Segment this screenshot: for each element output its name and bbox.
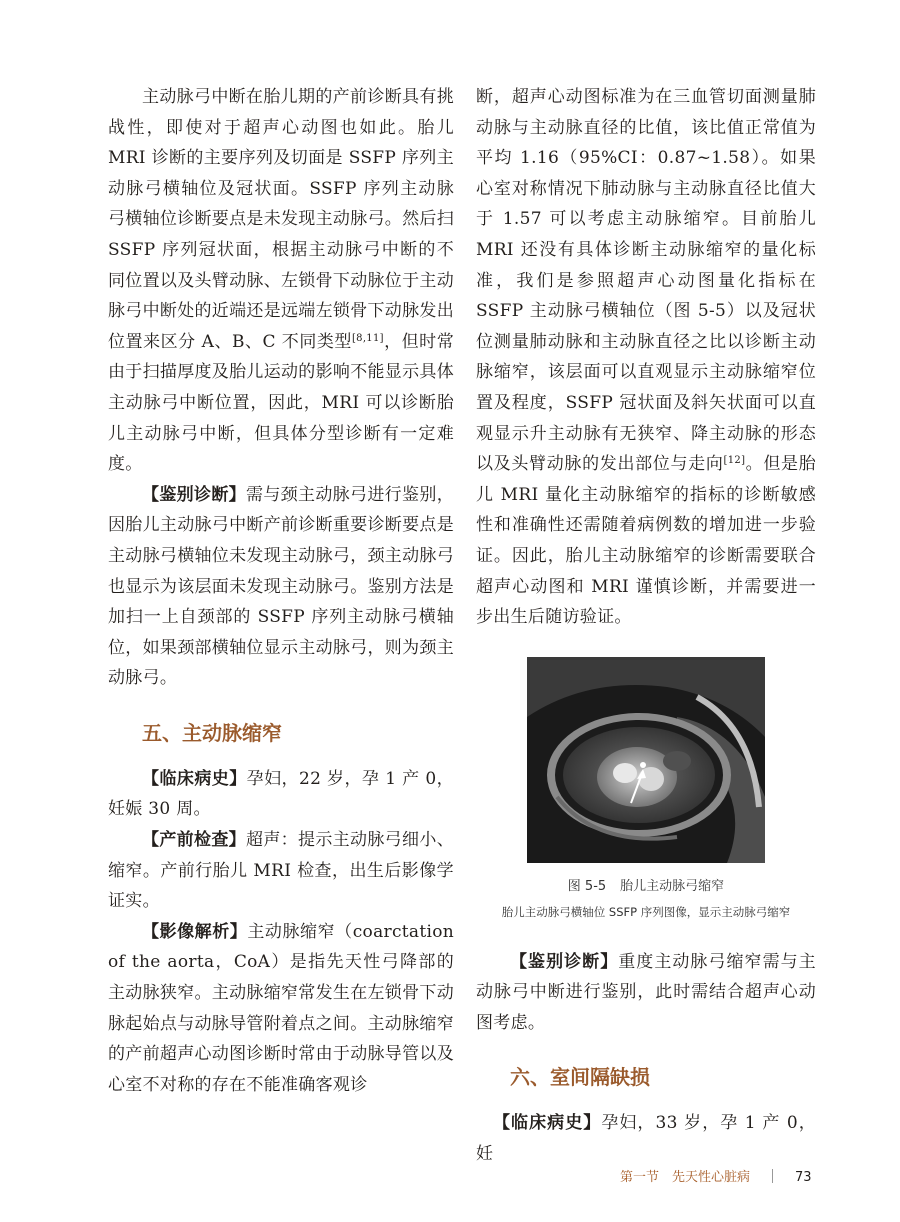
paragraph-tag: 【临床病史】 [493, 1113, 602, 1134]
section-heading: 六、室间隔缺损 [510, 1065, 650, 1090]
section-heading: 五、主动脉缩窄 [142, 720, 282, 745]
footer-section: 第一节 先天性心脏病 [620, 1170, 751, 1185]
paragraph [108, 82, 454, 480]
mri-image [527, 657, 765, 863]
paragraph-text: 超声：提示主动脉弓细小、缩窄。产前行胎儿 MRI 检查，出生后影像学证实。 [108, 830, 454, 912]
paragraph-text: 主动脉弓中断在胎儿期的产前诊断具有挑战性，即使对于超声心动图也如此。胎儿 MRI 诊断的主要序列及切面是 SSFP 序列主动脉弓横轴位及冠状面。SSFP 序列主动脉弓横轴位诊断要点是未发现主动脉弓。然后扫 SSFP 序列冠状面，根据主动脉弓中断的不同位置以及头臂动脉、左锁骨下动脉位于主动脉弓中断处的近端还是远端左锁骨下动脉发出位置来区分 A、B、C 不同类型 [108, 87, 454, 352]
left-column [108, 82, 454, 1100]
figure-title-text: 胎儿主动脉弓缩窄 [620, 878, 725, 894]
citation: [12] [723, 455, 746, 467]
paragraph [476, 1108, 816, 1169]
paragraph [476, 947, 816, 1039]
paragraph-text: 主动脉缩窄（coarctation of the aorta，CoA）是指先天性弓降部的主动脉狭窄。主动脉缩窄常发生在左锁骨下动脉起始点与动脉导管附着点之间。主动脉缩窄的产前超声心动图诊断时常由于动脉导管以及心室不对称的存在不能准确客观诊 [108, 921, 454, 1095]
page-footer [620, 1168, 812, 1188]
spacer [476, 921, 816, 947]
paragraph-tag: 【产前检查】 [142, 830, 247, 851]
paragraph-text: 孕妇，33 岁，孕 1 产 0，妊 [476, 1113, 816, 1165]
citation: [8,11] [351, 332, 384, 344]
paragraph [108, 825, 454, 917]
paragraph-text: ，但时常由于扫描厚度及胎儿运动的影响不能显示具体主动脉弓中断位置，因此，MRI 可以诊断胎儿主动脉弓中断，但具体分型诊断有一定难度。 [108, 331, 454, 475]
paragraph-text: 断，超声心动图标准为在三血管切面测量肺动脉与主动脉直径的比值，该比值正常值为平均 1.16（95%CI：0.87~1.58）。如果心室对称情况下肺动脉与主动脉直径比值大于 1.57 可以考虑主动脉缩窄。目前胎儿 MRI 还没有具体诊断主动脉缩窄的量化标准，我们是参照超声心动图量化指标在 SSFP 主动脉弓横轴位（图 5-5）以及冠状位测量肺动脉和主动脉直径之比以诊断主动脉缩窄，该层面可以直观显示主动脉缩窄位置及程度，SSFP 冠状面及斜矢状面可以直观显示升主动脉有无狭窄、降主动脉的形态以及头臂动脉的发出部位与走向 [476, 87, 816, 475]
paragraph [476, 82, 816, 633]
paragraph-text: 需与颈主动脉弓进行鉴别，因胎儿主动脉弓中断产前诊断重要诊断要点是主动脉弓横轴位未发现主动脉弓，颈主动脉弓也显示为该层面未发现主动脉弓。鉴别方法是加扫一上自颈部的 SSFP 序列主动脉弓横轴位，如果颈部横轴位显示主动脉弓，则为颈主动脉弓。 [108, 484, 454, 689]
paragraph [108, 480, 454, 694]
paragraph-tag: 【鉴别诊断】 [142, 484, 247, 505]
paragraph-text: 孕妇，22 岁，孕 1 产 0，妊娠 30 周。 [108, 768, 454, 820]
paragraph-text: 。但是胎儿 MRI 量化主动脉缩窄的指标的诊断敏感性和准确性还需随着病例数的增加进一步验证。因此，胎儿主动脉缩窄的诊断需要联合超声心动图和 MRI 谨慎诊断，并需要进一步出生后随访验证。 [476, 454, 817, 628]
paragraph-tag: 【鉴别诊断】 [510, 951, 619, 972]
figure-number: 图 5-5 [567, 878, 607, 894]
paragraph-tag: 【影像解析】 [142, 921, 248, 942]
figure-caption: 胎儿主动脉弓横轴位 SSFP 序列图像，显示主动脉弓缩窄 [501, 904, 791, 919]
paragraph [108, 764, 454, 825]
footer-divider [772, 1169, 773, 1183]
page-number: 73 [795, 1170, 812, 1185]
figure-title [476, 877, 816, 897]
paragraph-tag: 【临床病史】 [142, 768, 247, 789]
right-column [476, 82, 816, 1170]
paragraph-text: 重度主动脉弓缩窄需与主动脉弓中断进行鉴别，此时需结合超声心动图考虑。 [476, 951, 816, 1033]
figure-5-5 [476, 657, 816, 921]
paragraph [108, 917, 454, 1101]
